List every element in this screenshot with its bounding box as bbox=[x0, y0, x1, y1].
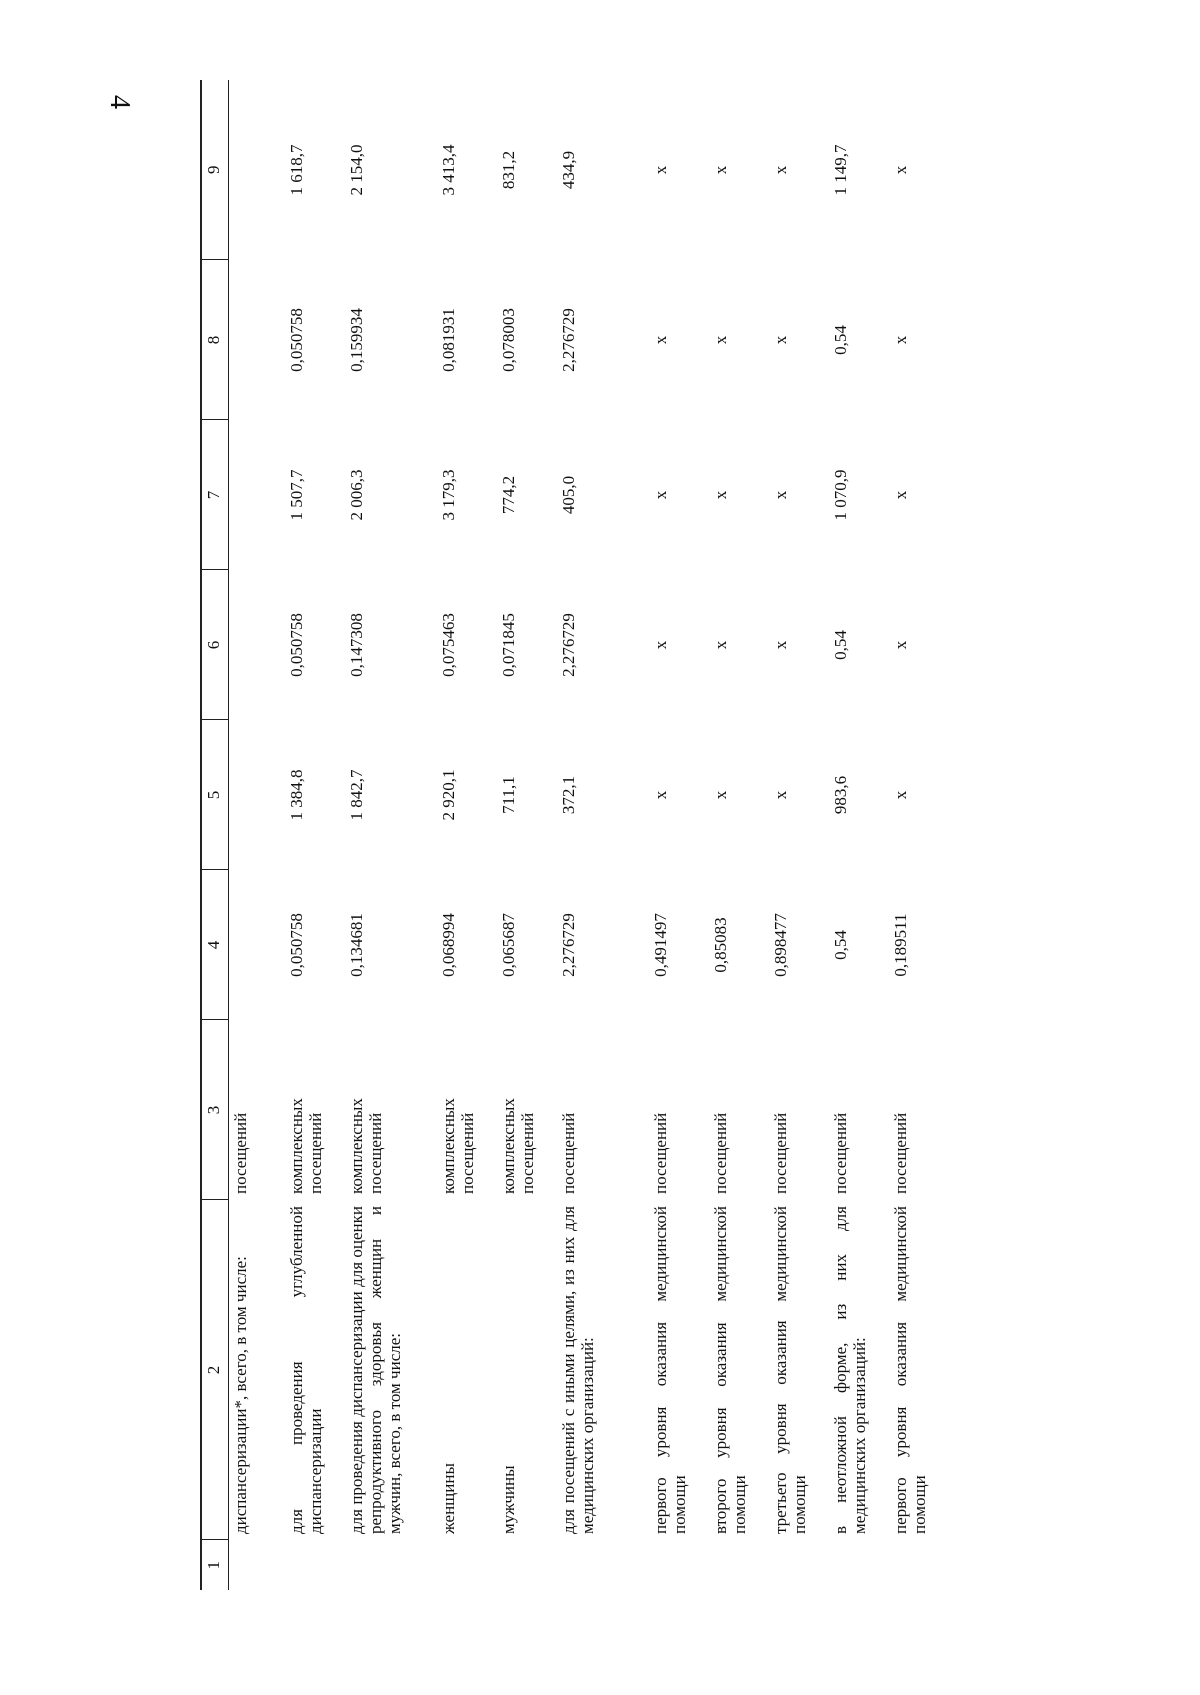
indicator-name: для проведения диспансеризации для оценки репродуктивного здоровья женщин и мужчин, всего, в том числе: bbox=[347, 1206, 404, 1534]
unit: комплексных посещений bbox=[499, 1098, 537, 1194]
rotated-table-container bbox=[200, 80, 1060, 1590]
unit: посещений bbox=[771, 1112, 790, 1194]
value-cell: 0,159934 bbox=[347, 308, 366, 372]
value-cell: х bbox=[711, 165, 730, 175]
table-row bbox=[345, 80, 437, 1590]
unit: комплексных посещений bbox=[287, 1098, 325, 1194]
value-cell: 0,068994 bbox=[439, 913, 458, 977]
unit: посещений bbox=[891, 1112, 910, 1194]
value-cell: х bbox=[711, 490, 730, 500]
value-cell: 0,071845 bbox=[499, 613, 518, 677]
indicator-name: для посещений с иными целями, из них для медицинских организаций: bbox=[559, 1206, 597, 1534]
value-cell: 0,147308 bbox=[347, 613, 366, 677]
value-cell: 372,1 bbox=[559, 775, 578, 815]
value-cell: 0,189511 bbox=[891, 913, 910, 977]
data-table bbox=[200, 80, 949, 1590]
value-cell: 2,276729 bbox=[559, 613, 578, 677]
value-cell: 0,54 bbox=[831, 630, 850, 660]
value-cell: х bbox=[711, 640, 730, 650]
unit: посещений bbox=[559, 1112, 578, 1194]
indicator-name: первого уровня оказания медицинской помощи bbox=[651, 1206, 689, 1534]
value-cell: 0,050758 bbox=[287, 308, 306, 372]
value-cell: 2,276729 bbox=[559, 308, 578, 372]
indicator-name: в неотложной форме, из них для медицинских организаций: bbox=[831, 1206, 869, 1534]
header-cell: 8 bbox=[201, 260, 229, 420]
row-number bbox=[769, 1540, 829, 1590]
value-cell: х bbox=[711, 790, 730, 800]
header-cell: 6 bbox=[201, 570, 229, 720]
value-cell: 2 154,0 bbox=[347, 144, 366, 196]
unit: комплексных посещений bbox=[347, 1098, 385, 1194]
value-cell: 0,081931 bbox=[439, 308, 458, 372]
value-cell: 405,0 bbox=[559, 475, 578, 515]
value-cell: х bbox=[651, 335, 670, 345]
value-cell bbox=[229, 870, 286, 1020]
indicator-name: второго уровня оказания медицинской помощи bbox=[711, 1206, 749, 1534]
value-cell: х bbox=[891, 640, 910, 650]
unit: посещений bbox=[711, 1112, 730, 1194]
value-cell bbox=[229, 260, 286, 420]
value-cell: 711,1 bbox=[499, 776, 518, 814]
indicator-name: женщины bbox=[439, 1463, 458, 1534]
value-cell: 0,050758 bbox=[287, 913, 306, 977]
row-number bbox=[285, 1540, 345, 1590]
header-cell: 9 bbox=[201, 80, 229, 260]
indicator-name: первого уровня оказания медицинской помощи bbox=[891, 1206, 929, 1534]
unit: посещений bbox=[231, 1112, 250, 1194]
unit: посещений bbox=[651, 1112, 670, 1194]
value-cell: 2,276729 bbox=[559, 913, 578, 977]
value-cell: 0,898477 bbox=[771, 913, 790, 977]
unit: комплексных посещений bbox=[439, 1098, 477, 1194]
value-cell: 0,065687 bbox=[499, 913, 518, 977]
value-cell: 0,54 bbox=[831, 325, 850, 355]
row-number bbox=[829, 1540, 889, 1590]
value-cell: х bbox=[891, 335, 910, 345]
value-cell: 434,9 bbox=[559, 150, 578, 190]
row-number bbox=[437, 1540, 497, 1590]
table-row bbox=[285, 80, 345, 1590]
value-cell: х bbox=[891, 790, 910, 800]
header-cell: 4 bbox=[201, 870, 229, 1020]
value-cell: х bbox=[711, 335, 730, 345]
value-cell: х bbox=[771, 640, 790, 650]
value-cell: 1 149,7 bbox=[831, 144, 850, 196]
table-row bbox=[437, 80, 497, 1590]
value-cell: 2 006,3 bbox=[347, 469, 366, 521]
value-cell: 1 384,8 bbox=[287, 769, 306, 821]
value-cell: 1 070,9 bbox=[831, 469, 850, 521]
header-cell: 7 bbox=[201, 420, 229, 570]
value-cell bbox=[229, 570, 286, 720]
header-cell: 3 bbox=[201, 1020, 229, 1200]
value-cell: 1 507,7 bbox=[287, 469, 306, 521]
value-cell: х bbox=[651, 640, 670, 650]
row-number bbox=[889, 1540, 949, 1590]
value-cell: х bbox=[771, 335, 790, 345]
value-cell: 0,050758 bbox=[287, 613, 306, 677]
value-cell: х bbox=[891, 490, 910, 500]
indicator-name: диспансеризации*, всего, в том числе: bbox=[231, 1256, 250, 1534]
row-number bbox=[557, 1540, 649, 1590]
header-cell: 2 bbox=[201, 1200, 229, 1540]
header-cell: 5 bbox=[201, 720, 229, 870]
table-row bbox=[229, 80, 286, 1590]
value-cell: х bbox=[891, 165, 910, 175]
value-cell: х bbox=[651, 790, 670, 800]
value-cell: 2 920,1 bbox=[439, 769, 458, 821]
row-number bbox=[709, 1540, 769, 1590]
value-cell: х bbox=[771, 490, 790, 500]
table-row bbox=[649, 80, 709, 1590]
row-number bbox=[229, 1540, 286, 1590]
header-row bbox=[201, 80, 229, 1590]
table-row bbox=[709, 80, 769, 1590]
value-cell: 0,078003 bbox=[499, 308, 518, 372]
value-cell: 3 179,3 bbox=[439, 469, 458, 521]
header-cell: 1 bbox=[201, 1540, 229, 1590]
row-number bbox=[649, 1540, 709, 1590]
value-cell bbox=[229, 720, 286, 870]
value-cell: 0,85083 bbox=[711, 917, 730, 973]
indicator-name: для проведения углубленной диспансеризации bbox=[287, 1206, 325, 1534]
value-cell: 0,134681 bbox=[347, 913, 366, 977]
table-row bbox=[829, 80, 889, 1590]
value-cell: 831,2 bbox=[499, 150, 518, 190]
table-row bbox=[557, 80, 649, 1590]
value-cell: 0,491497 bbox=[651, 913, 670, 977]
row-number bbox=[497, 1540, 557, 1590]
table-row bbox=[769, 80, 829, 1590]
value-cell: х bbox=[651, 490, 670, 500]
indicator-name: третьего уровня оказания медицинской помощи bbox=[771, 1206, 809, 1534]
value-cell: х bbox=[771, 165, 790, 175]
value-cell: 1 618,7 bbox=[287, 144, 306, 196]
indicator-name: мужчины bbox=[499, 1465, 518, 1534]
value-cell: 1 842,7 bbox=[347, 769, 366, 821]
value-cell bbox=[229, 80, 286, 260]
value-cell: 0,075463 bbox=[439, 613, 458, 677]
table-row bbox=[497, 80, 557, 1590]
value-cell: 774,2 bbox=[499, 475, 518, 515]
value-cell bbox=[229, 420, 286, 570]
value-cell: 3 413,4 bbox=[439, 144, 458, 196]
value-cell: 0,54 bbox=[831, 930, 850, 960]
value-cell: 983,6 bbox=[831, 775, 850, 815]
value-cell: х bbox=[771, 790, 790, 800]
value-cell: х bbox=[651, 165, 670, 175]
table-row bbox=[889, 80, 949, 1590]
unit: посещений bbox=[831, 1112, 850, 1194]
page-number: 4 bbox=[104, 95, 135, 109]
row-number bbox=[345, 1540, 437, 1590]
